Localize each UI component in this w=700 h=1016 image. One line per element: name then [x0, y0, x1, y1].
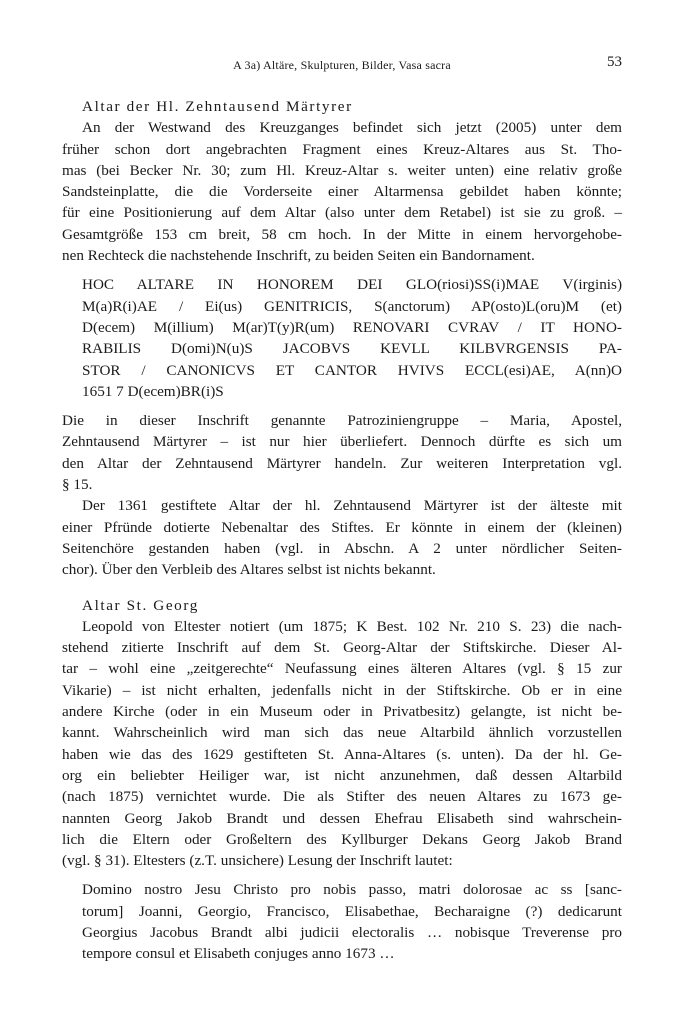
text-line: den Altar der Zehntausend Märtyrer handeln. Zur weiteren Interpretation vgl. [62, 454, 622, 472]
text-line: (vgl. § 31). Eltesters (z.T. unsichere) Lesung der Inschrift lautet: [62, 852, 453, 870]
inscription-line: Georgius Jacobus Brandt albi judicii electoralis … nobisque Treverense pro [82, 923, 622, 941]
text-line: Der 1361 gestiftete Altar der hl. Zehntausend Märtyrer ist der älteste mit [82, 497, 622, 515]
paragraph-st-georg [62, 616, 622, 872]
text-line: früher schon dort angebrachten Fragment eines Kreuz-Altares aus St. Tho- [62, 140, 622, 158]
page-body [62, 96, 622, 965]
text-line: lich die Eltern oder Großeltern des Kyllburger Dekans Georg Jakob Brand [62, 830, 622, 848]
text-line: andere Kirche (oder in ein Museum oder in Privatbesitz) gelangte, ist nicht be- [62, 703, 622, 721]
text-line: einer Pfründe dotierte Nebenaltar des Stiftes. Er könnte in einem der (kleinen) [62, 518, 622, 536]
inscription-line: 1651 7 D(ecem)BR(i)S [82, 382, 224, 400]
inscription-line: RABILIS D(omi)N(u)S JACOBVS KEVLL KILBVRGENSIS PA- [82, 340, 622, 358]
text-line: (nach 1875) vernichtet wurde. Die als Stifter des neuen Altares zu 1673 ge- [62, 788, 622, 806]
text-line: Die in dieser Inschrift genannte Patroziniengruppe – Maria, Apostel, [62, 412, 622, 430]
page-number: 53 [607, 54, 622, 70]
inscription-zehntausend [62, 274, 622, 402]
text-line: mas (bei Becker Nr. 30; zum Hl. Kreuz-Altar s. weiter unten) eine relativ große [62, 161, 622, 179]
text-line: Vikarie) – ist nicht erhalten, jedenfalls nicht in der Stiftskirche. Ob er in eine [62, 681, 622, 699]
text-line: Leopold von Eltester notiert (um 1875; K Best. 102 Nr. 210 S. 23) die nach- [82, 617, 622, 635]
text-line: An der Westwand des Kreuzganges befindet sich jetzt (2005) unter dem [82, 119, 622, 137]
paragraph-history [62, 495, 622, 580]
text-line: § 15. [62, 476, 93, 494]
text-line: haben wie das des 1629 gestifteten St. Anna-Altares (s. unten). Da der hl. Ge- [62, 745, 622, 763]
inscription-line: tempore consul et Elisabeth conjuges anno 1673 … [82, 945, 395, 963]
paragraph-commentary [62, 410, 622, 495]
text-line: kannt. Wahrscheinlich wird man sich das neue Altarbild ähnlich vorzustellen [62, 724, 622, 742]
paragraph-description [62, 117, 622, 266]
inscription-line: STOR / CANONICVS ET CANTOR HVIVS ECCL(esi)AE, A(nn)O [82, 361, 622, 379]
text-line: org ein beliebter Heiliger war, ist nicht anzunehmen, daß dessen Altarbild [62, 766, 622, 784]
inscription-line: HOC ALTARE IN HONOREM DEI GLO(riosi)SS(i)MAE V(irginis) [82, 276, 622, 294]
running-header: A 3a) Altäre, Skulpturen, Bilder, Vasa sacra [233, 58, 451, 72]
text-line: stehend zitierte Inschrift auf dem St. Georg-Altar der Stiftskirche. Dieser Al- [62, 639, 622, 657]
inscription-line: M(a)R(i)AE / Ei(us) GENITRICIS, S(anctorum) AP(osto)L(oru)M (et) [82, 297, 622, 315]
section-heading-st-georg: Altar St. Georg [82, 596, 199, 614]
text-line: für eine Positionierung auf dem Altar (also unter dem Retabel) ist sie zu groß. – [62, 204, 622, 222]
text-line: chor). Über den Verbleib des Altares selbst ist nichts bekannt. [62, 561, 436, 579]
inscription-st-georg [62, 879, 622, 964]
text-line: Sandsteinplatte, die die Vorderseite einer Altarmensa gebildet haben könnte; [62, 183, 622, 201]
text-line: tar – wohl eine „zeitgerechte“ Neufassung eines älteren Altares (vgl. § 15 zur [62, 660, 622, 678]
text-line: nen Rechteck die nachstehende Inschrift, zu beiden Seiten ein Bandornament. [62, 247, 535, 265]
text-line: Gesamtgröße 153 cm breit, 58 cm hoch. In der Mitte in einem hervorgehobe- [62, 225, 622, 243]
section-heading-zehntausend: Altar der Hl. Zehntausend Märtyrer [82, 98, 353, 115]
inscription-line: torum] Joanni, Georgio, Francisco, Elisabethae, Becharaigne (?) dedicarunt [82, 902, 622, 920]
text-line: Zehntausend Märtyrer – ist nur hier überliefert. Dennoch dürfte es sich um [62, 433, 622, 451]
inscription-line: Domino nostro Jesu Christo pro nobis passo, matri dolorosae ac ss [sanc- [82, 881, 622, 899]
inscription-line: D(ecem) M(illium) M(ar)T(y)R(um) RENOVARI CVRAV / IT HONO- [82, 318, 622, 336]
text-line: Seitenchöre gestanden haben (vgl. in Abschn. A 2 unter nördlicher Seiten- [62, 539, 622, 557]
text-line: nannten Georg Jakob Brandt und dessen Ehefrau Elisabeth sind wahrschein- [62, 809, 622, 827]
